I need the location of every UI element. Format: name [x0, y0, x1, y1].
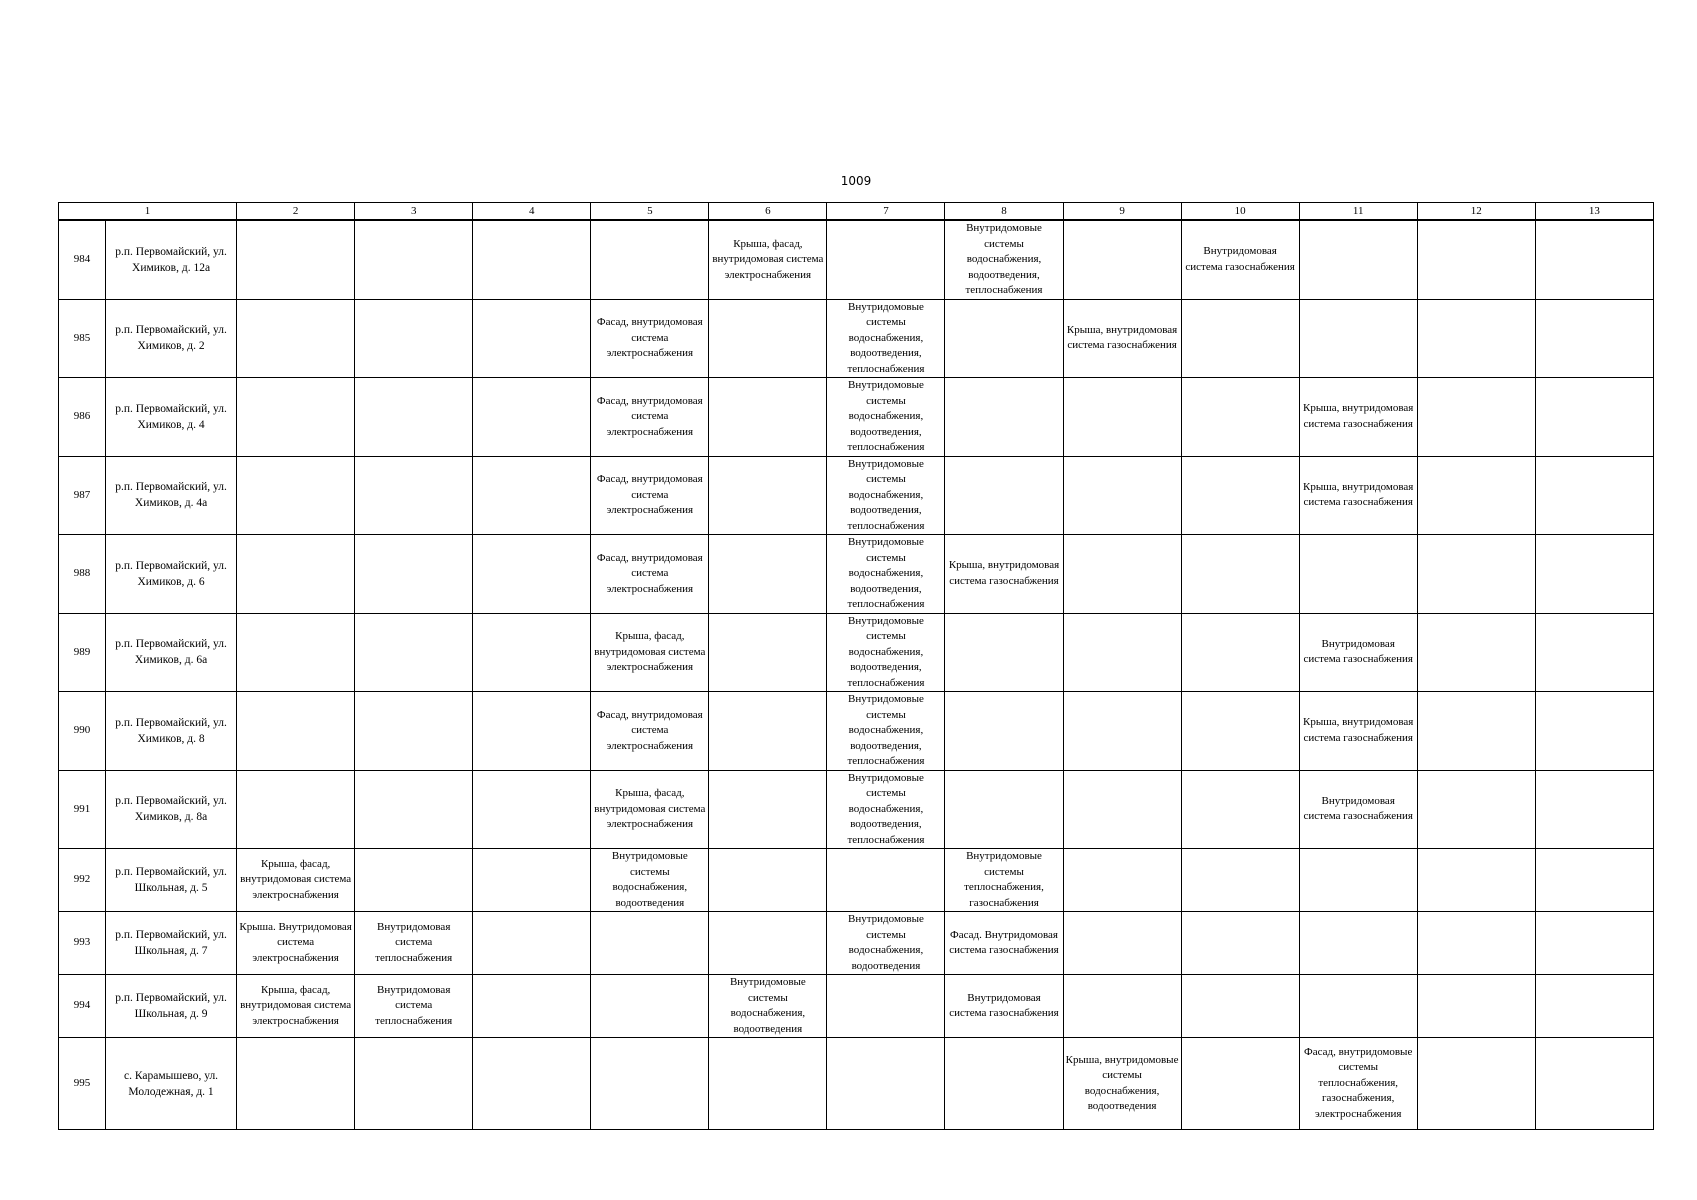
column-header: 2 — [237, 203, 355, 221]
work-cell-c12 — [1417, 770, 1535, 849]
work-cell-c11 — [1299, 535, 1417, 614]
address-cell: р.п. Первомайский, ул. Химиков, д. 12а — [106, 220, 237, 299]
work-cell-c9 — [1063, 613, 1181, 692]
column-header: 11 — [1299, 203, 1417, 221]
work-cell-c6 — [709, 692, 827, 771]
work-cell-c5: Крыша, фасад, внутридомовая система электроснабжения — [591, 770, 709, 849]
work-cell-c7: Внутридомовые системы водоснабжения, водоотведения, теплоснабжения — [827, 535, 945, 614]
work-cell-c11: Внутридомовая система газоснабжения — [1299, 613, 1417, 692]
work-cell-c7: Внутридомовые системы водоснабжения, водоотведения, теплоснабжения — [827, 613, 945, 692]
work-cell-c11 — [1299, 849, 1417, 912]
work-cell-c9 — [1063, 535, 1181, 614]
work-cell-c4 — [473, 1038, 591, 1130]
work-cell-c4 — [473, 692, 591, 771]
column-header: 8 — [945, 203, 1063, 221]
work-cell-c10 — [1181, 456, 1299, 535]
work-cell-c11 — [1299, 220, 1417, 299]
work-cell-c10: Внутридомовая система газоснабжения — [1181, 220, 1299, 299]
address-cell: р.п. Первомайский, ул. Химиков, д. 2 — [106, 299, 237, 378]
work-cell-c2 — [237, 692, 355, 771]
work-cell-c13 — [1535, 1038, 1653, 1130]
work-cell-c13 — [1535, 535, 1653, 614]
works-table — [58, 202, 1654, 1130]
work-cell-c10 — [1181, 912, 1299, 975]
work-cell-c13 — [1535, 975, 1653, 1038]
row-number: 991 — [59, 770, 106, 849]
table-row — [59, 849, 1654, 912]
work-cell-c7 — [827, 975, 945, 1038]
work-cell-c5: Фасад, внутридомовая система электроснабжения — [591, 456, 709, 535]
table-row — [59, 692, 1654, 771]
work-cell-c3 — [355, 770, 473, 849]
work-cell-c8 — [945, 613, 1063, 692]
work-cell-c7 — [827, 220, 945, 299]
work-cell-c2 — [237, 613, 355, 692]
work-cell-c11: Внутридомовая система газоснабжения — [1299, 770, 1417, 849]
work-cell-c8 — [945, 299, 1063, 378]
work-cell-c10 — [1181, 849, 1299, 912]
work-cell-c10 — [1181, 613, 1299, 692]
work-cell-c10 — [1181, 299, 1299, 378]
work-cell-c9 — [1063, 692, 1181, 771]
table-row — [59, 1038, 1654, 1130]
work-cell-c12 — [1417, 220, 1535, 299]
address-cell: р.п. Первомайский, ул. Химиков, д. 8а — [106, 770, 237, 849]
work-cell-c8: Внутридомовая система газоснабжения — [945, 975, 1063, 1038]
table-row — [59, 975, 1654, 1038]
work-cell-c4 — [473, 613, 591, 692]
work-cell-c12 — [1417, 613, 1535, 692]
column-header: 6 — [709, 203, 827, 221]
work-cell-c8 — [945, 1038, 1063, 1130]
work-cell-c5: Фасад, внутридомовая система электроснабжения — [591, 535, 709, 614]
table-row — [59, 535, 1654, 614]
work-cell-c2 — [237, 770, 355, 849]
work-cell-c3 — [355, 613, 473, 692]
work-cell-c10 — [1181, 535, 1299, 614]
work-cell-c12 — [1417, 849, 1535, 912]
row-number: 993 — [59, 912, 106, 975]
work-cell-c9 — [1063, 456, 1181, 535]
work-cell-c5 — [591, 220, 709, 299]
work-cell-c8: Фасад. Внутридомовая система газоснабжения — [945, 912, 1063, 975]
work-cell-c4 — [473, 456, 591, 535]
table-row — [59, 456, 1654, 535]
work-cell-c2: Крыша. Внутридомовая система электроснабжения — [237, 912, 355, 975]
work-cell-c11 — [1299, 299, 1417, 378]
work-cell-c11: Фасад, внутридомовые системы теплоснабжения, газоснабжения, электроснабжения — [1299, 1038, 1417, 1130]
work-cell-c4 — [473, 299, 591, 378]
work-cell-c7 — [827, 1038, 945, 1130]
work-cell-c6 — [709, 378, 827, 457]
address-cell: р.п. Первомайский, ул. Школьная, д. 7 — [106, 912, 237, 975]
work-cell-c8 — [945, 456, 1063, 535]
work-cell-c9 — [1063, 378, 1181, 457]
column-header: 4 — [473, 203, 591, 221]
work-cell-c10 — [1181, 975, 1299, 1038]
work-cell-c13 — [1535, 849, 1653, 912]
work-cell-c7: Внутридомовые системы водоснабжения, водоотведения, теплоснабжения — [827, 456, 945, 535]
work-cell-c2 — [237, 378, 355, 457]
work-cell-c5: Фасад, внутридомовая система электроснабжения — [591, 378, 709, 457]
work-cell-c3 — [355, 692, 473, 771]
work-cell-c6 — [709, 535, 827, 614]
work-cell-c13 — [1535, 692, 1653, 771]
row-number: 990 — [59, 692, 106, 771]
table-row — [59, 378, 1654, 457]
work-cell-c10 — [1181, 1038, 1299, 1130]
work-cell-c5: Фасад, внутридомовая система электроснабжения — [591, 692, 709, 771]
work-cell-c13 — [1535, 220, 1653, 299]
table-row — [59, 912, 1654, 975]
work-cell-c6 — [709, 770, 827, 849]
work-cell-c9 — [1063, 912, 1181, 975]
work-cell-c9 — [1063, 770, 1181, 849]
table-row — [59, 299, 1654, 378]
work-cell-c9 — [1063, 975, 1181, 1038]
work-cell-c2 — [237, 1038, 355, 1130]
address-cell: р.п. Первомайский, ул. Школьная, д. 5 — [106, 849, 237, 912]
column-number-header — [59, 203, 1654, 221]
work-cell-c2 — [237, 220, 355, 299]
address-cell: р.п. Первомайский, ул. Химиков, д. 8 — [106, 692, 237, 771]
column-header: 9 — [1063, 203, 1181, 221]
column-header: 3 — [355, 203, 473, 221]
row-number: 987 — [59, 456, 106, 535]
work-cell-c3: Внутридомовая система теплоснабжения — [355, 912, 473, 975]
work-cell-c12 — [1417, 535, 1535, 614]
work-cell-c13 — [1535, 912, 1653, 975]
row-number: 984 — [59, 220, 106, 299]
work-cell-c5: Внутридомовые системы водоснабжения, водоотведения — [591, 849, 709, 912]
work-cell-c13 — [1535, 456, 1653, 535]
work-cell-c8: Внутридомовые системы теплоснабжения, газоснабжения — [945, 849, 1063, 912]
work-cell-c13 — [1535, 378, 1653, 457]
work-cell-c10 — [1181, 770, 1299, 849]
work-cell-c3 — [355, 220, 473, 299]
work-cell-c8: Внутридомовые системы водоснабжения, водоотведения, теплоснабжения — [945, 220, 1063, 299]
row-number: 992 — [59, 849, 106, 912]
work-cell-c12 — [1417, 378, 1535, 457]
work-cell-c9: Крыша, внутридомовые системы водоснабжения, водоотведения — [1063, 1038, 1181, 1130]
address-cell: р.п. Первомайский, ул. Химиков, д. 6 — [106, 535, 237, 614]
work-cell-c6 — [709, 613, 827, 692]
address-cell: р.п. Первомайский, ул. Химиков, д. 6а — [106, 613, 237, 692]
work-cell-c6 — [709, 912, 827, 975]
column-header: 7 — [827, 203, 945, 221]
work-cell-c2: Крыша, фасад, внутридомовая система электроснабжения — [237, 849, 355, 912]
row-number: 989 — [59, 613, 106, 692]
work-cell-c6 — [709, 849, 827, 912]
work-cell-c6: Внутридомовые системы водоснабжения, водоотведения — [709, 975, 827, 1038]
column-header: 5 — [591, 203, 709, 221]
work-cell-c11 — [1299, 975, 1417, 1038]
work-cell-c7: Внутридомовые системы водоснабжения, водоотведения — [827, 912, 945, 975]
work-cell-c3 — [355, 378, 473, 457]
work-cell-c5: Фасад, внутридомовая система электроснабжения — [591, 299, 709, 378]
work-cell-c4 — [473, 535, 591, 614]
work-cell-c12 — [1417, 1038, 1535, 1130]
work-cell-c5 — [591, 912, 709, 975]
work-cell-c5: Крыша, фасад, внутридомовая система электроснабжения — [591, 613, 709, 692]
work-cell-c9 — [1063, 220, 1181, 299]
work-cell-c10 — [1181, 692, 1299, 771]
work-cell-c11: Крыша, внутридомовая система газоснабжения — [1299, 692, 1417, 771]
work-cell-c7: Внутридомовые системы водоснабжения, водоотведения, теплоснабжения — [827, 378, 945, 457]
work-cell-c8 — [945, 770, 1063, 849]
work-cell-c11: Крыша, внутридомовая система газоснабжения — [1299, 456, 1417, 535]
column-header: 13 — [1535, 203, 1653, 221]
work-cell-c4 — [473, 378, 591, 457]
work-cell-c6: Крыша, фасад, внутридомовая система электроснабжения — [709, 220, 827, 299]
work-cell-c7: Внутридомовые системы водоснабжения, водоотведения, теплоснабжения — [827, 770, 945, 849]
work-cell-c5 — [591, 975, 709, 1038]
work-cell-c2 — [237, 299, 355, 378]
work-cell-c7: Внутридомовые системы водоснабжения, водоотведения, теплоснабжения — [827, 299, 945, 378]
work-cell-c4 — [473, 849, 591, 912]
work-cell-c13 — [1535, 770, 1653, 849]
work-cell-c13 — [1535, 613, 1653, 692]
address-cell: р.п. Первомайский, ул. Химиков, д. 4а — [106, 456, 237, 535]
address-cell: р.п. Первомайский, ул. Школьная, д. 9 — [106, 975, 237, 1038]
table-row — [59, 613, 1654, 692]
address-cell: р.п. Первомайский, ул. Химиков, д. 4 — [106, 378, 237, 457]
work-cell-c12 — [1417, 912, 1535, 975]
work-cell-c10 — [1181, 378, 1299, 457]
work-cell-c12 — [1417, 299, 1535, 378]
table-row — [59, 220, 1654, 299]
row-number: 994 — [59, 975, 106, 1038]
column-header: 1 — [59, 203, 237, 221]
work-cell-c7: Внутридомовые системы водоснабжения, водоотведения, теплоснабжения — [827, 692, 945, 771]
work-cell-c12 — [1417, 975, 1535, 1038]
work-cell-c8 — [945, 692, 1063, 771]
work-cell-c13 — [1535, 299, 1653, 378]
work-cell-c7 — [827, 849, 945, 912]
work-cell-c11 — [1299, 912, 1417, 975]
work-cell-c6 — [709, 456, 827, 535]
work-cell-c2: Крыша, фасад, внутридомовая система электроснабжения — [237, 975, 355, 1038]
column-header: 10 — [1181, 203, 1299, 221]
work-cell-c4 — [473, 975, 591, 1038]
work-cell-c3 — [355, 299, 473, 378]
work-cell-c3 — [355, 456, 473, 535]
work-cell-c3: Внутридомовая система теплоснабжения — [355, 975, 473, 1038]
work-cell-c3 — [355, 535, 473, 614]
work-cell-c2 — [237, 456, 355, 535]
work-cell-c9 — [1063, 849, 1181, 912]
work-cell-c3 — [355, 849, 473, 912]
work-cell-c9: Крыша, внутридомовая система газоснабжения — [1063, 299, 1181, 378]
work-cell-c8: Крыша, внутридомовая система газоснабжения — [945, 535, 1063, 614]
work-cell-c12 — [1417, 456, 1535, 535]
row-number: 985 — [59, 299, 106, 378]
work-cell-c4 — [473, 770, 591, 849]
work-cell-c4 — [473, 912, 591, 975]
work-cell-c12 — [1417, 692, 1535, 771]
row-number: 986 — [59, 378, 106, 457]
address-cell: с. Карамышево, ул. Молодежная, д. 1 — [106, 1038, 237, 1130]
work-cell-c4 — [473, 220, 591, 299]
row-number: 995 — [59, 1038, 106, 1130]
work-cell-c3 — [355, 1038, 473, 1130]
work-cell-c2 — [237, 535, 355, 614]
work-cell-c5 — [591, 1038, 709, 1130]
page-number: 1009 — [840, 174, 872, 188]
work-cell-c11: Крыша, внутридомовая система газоснабжения — [1299, 378, 1417, 457]
work-cell-c6 — [709, 299, 827, 378]
work-cell-c6 — [709, 1038, 827, 1130]
row-number: 988 — [59, 535, 106, 614]
column-header: 12 — [1417, 203, 1535, 221]
work-cell-c8 — [945, 378, 1063, 457]
table-row — [59, 770, 1654, 849]
